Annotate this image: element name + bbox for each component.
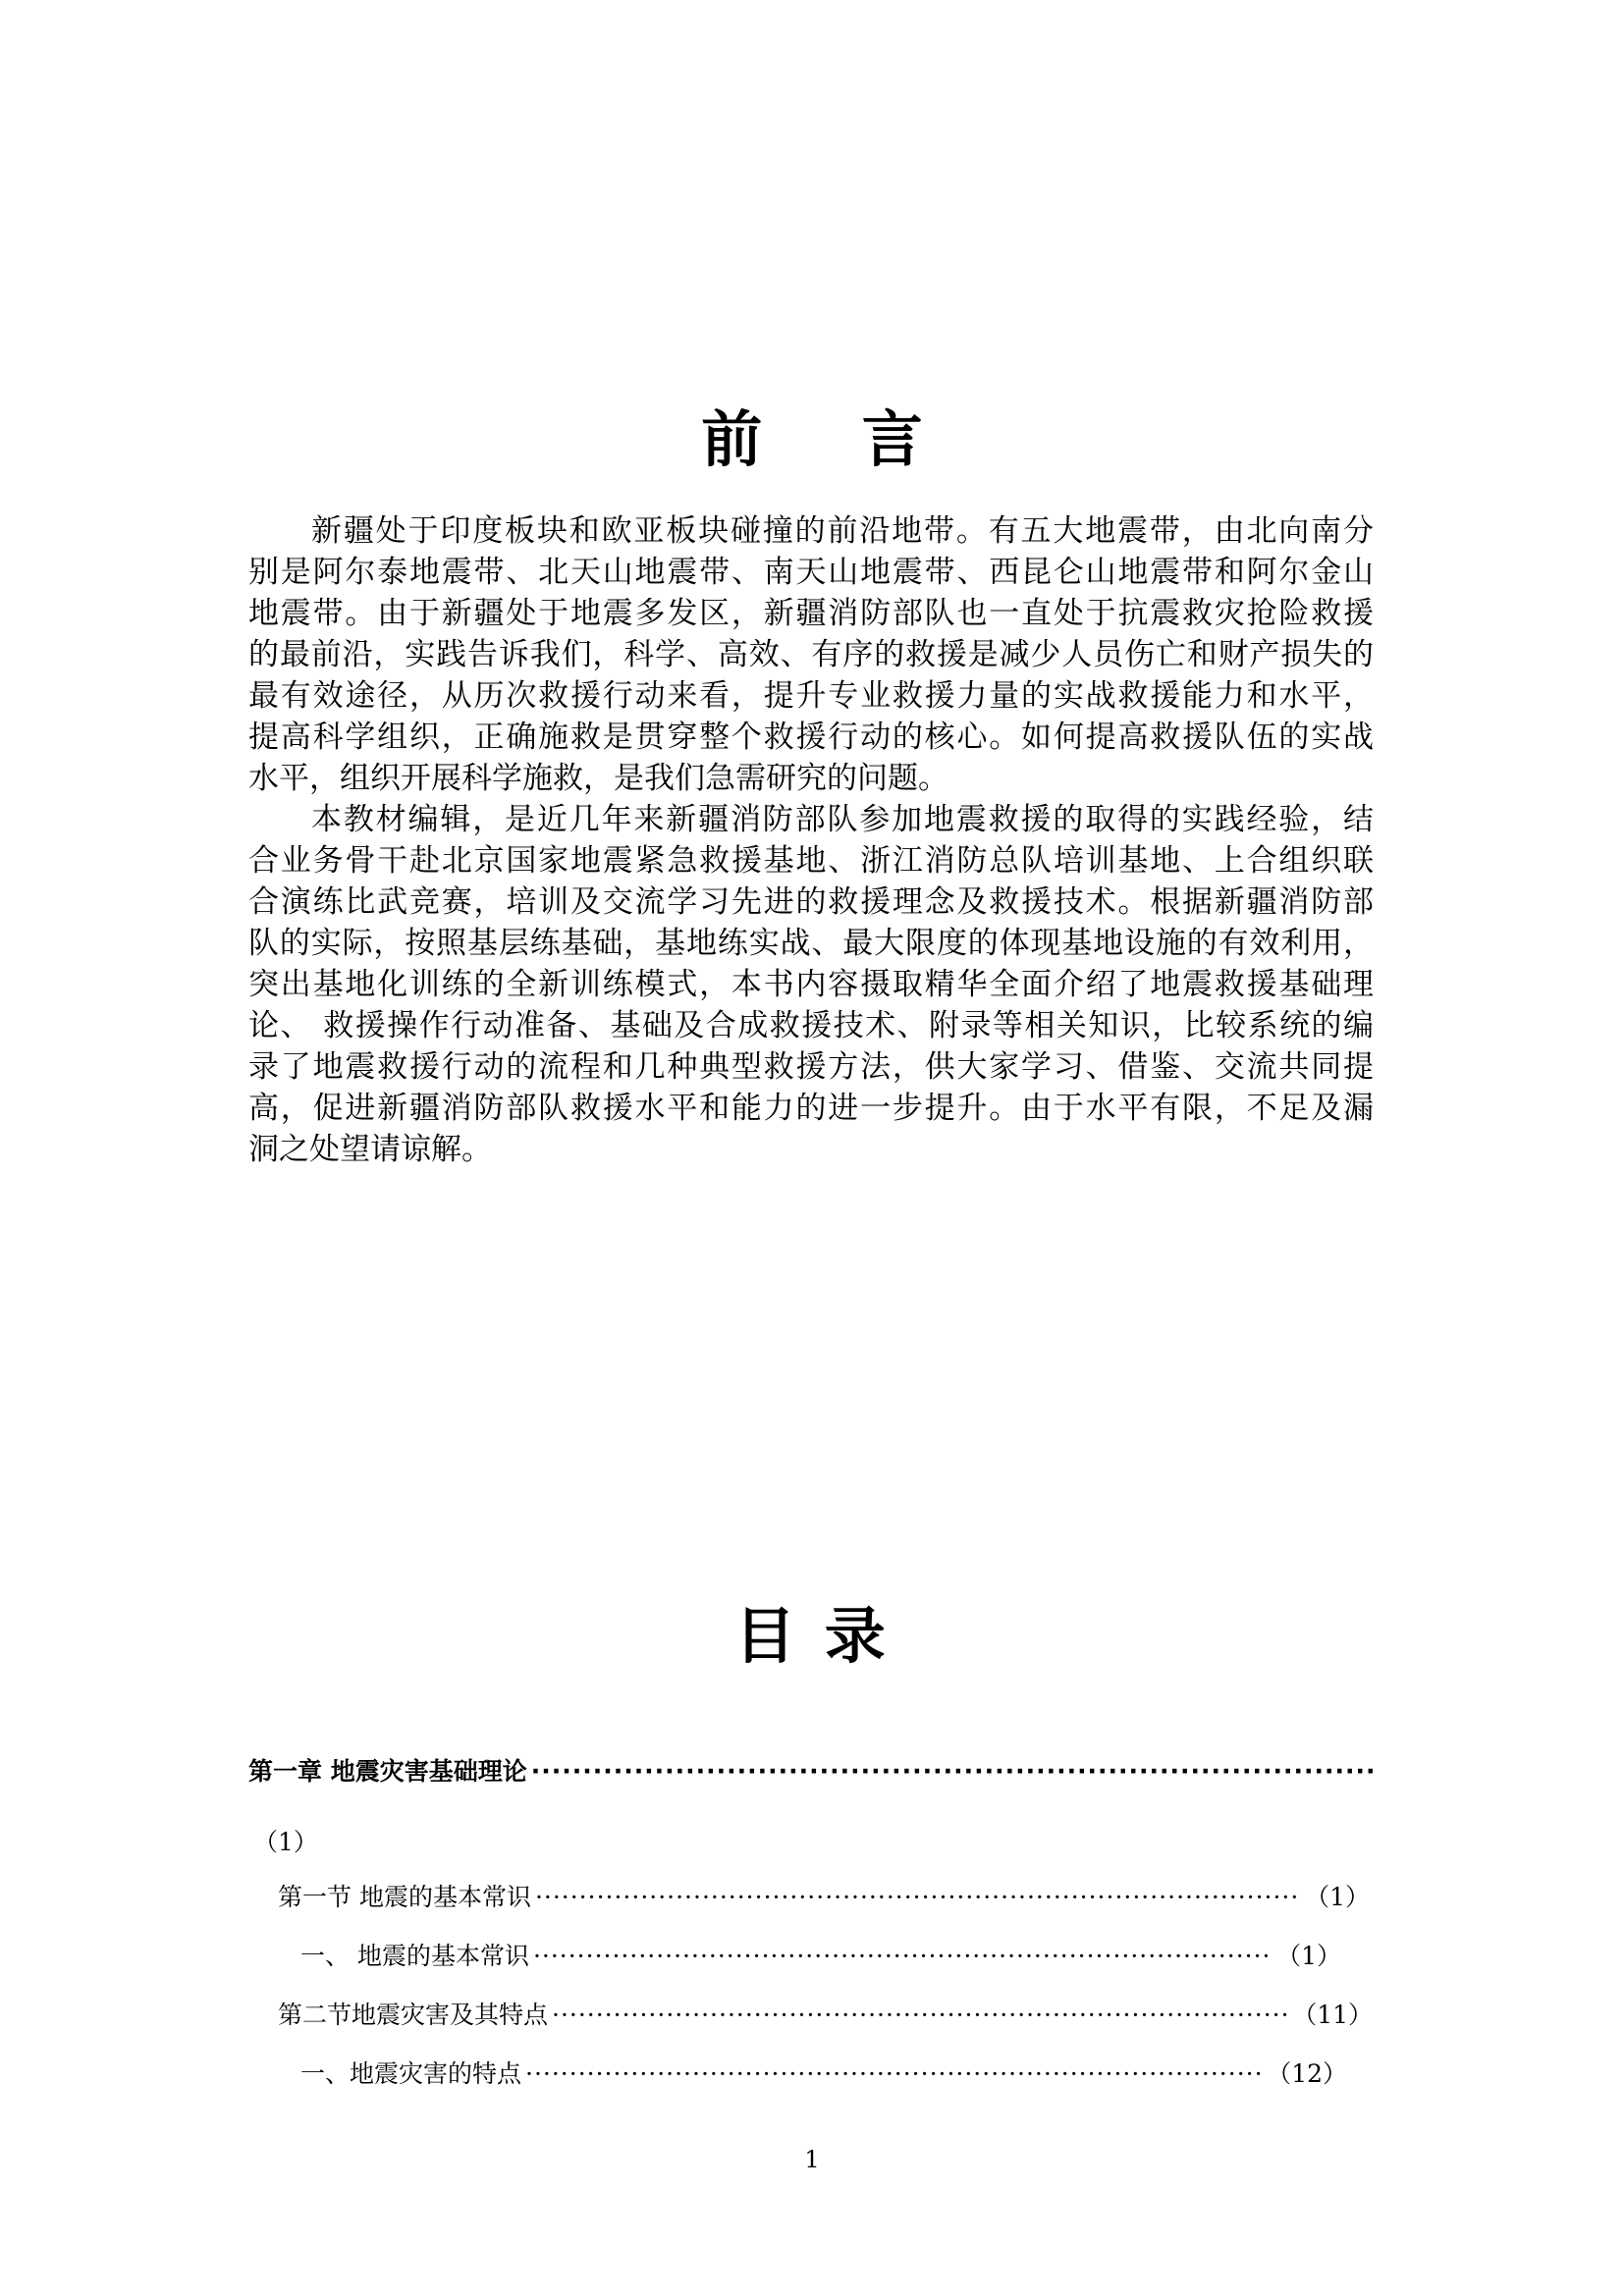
text-line: 合业务骨干赴北京国家地震紧急救援基地、浙江消防总队培训基地、上合组织联 xyxy=(248,843,1374,879)
text-line: 水平，组织开展科学施救，是我们急需研究的问题。 xyxy=(248,761,948,796)
toc-page: （1） xyxy=(253,1828,318,1856)
text-line: 地震带。由于新疆处于地震多发区，新疆消防部队也一直处于抗震救灾抢险救援 xyxy=(248,596,1374,631)
toc-label: 一、 地震的基本常识 xyxy=(300,1942,529,1970)
toc-entry-chapter-1[interactable] xyxy=(248,1752,1378,1791)
text-line: 高，促进新疆消防部队救援水平和能力的进一步提升。由于水平有限，不足及漏 xyxy=(248,1091,1374,1126)
toc-title: 目 录 xyxy=(734,1600,890,1672)
text-line: 别是阿尔泰地震带、北天山地震带、南天山地震带、西昆仑山地震带和阿尔金山 xyxy=(248,555,1374,590)
text-line: 录了地震救援行动的流程和几种典型救援方法，供大家学习、借鉴、交流共同提 xyxy=(248,1049,1374,1085)
toc-page: （1） xyxy=(1305,1883,1370,1911)
toc-leader xyxy=(525,2055,1263,2094)
toc-label: 第二节地震灾害及其特点 xyxy=(278,2001,549,2029)
toc-entry-item-2[interactable] xyxy=(300,2055,1347,2094)
text-line: 新疆处于印度板块和欧亚板块碰撞的前沿地带。有五大地震带，由北向南分 xyxy=(311,513,1374,549)
text-line: 洞之处望请谅解。 xyxy=(248,1132,492,1167)
toc-label: 一、地震灾害的特点 xyxy=(300,2059,522,2088)
toc-leader xyxy=(535,1878,1301,1917)
text-line: 突出基地化训练的全新训练模式，本书内容摄取精华全面介绍了地震救援基础理 xyxy=(248,967,1374,1002)
page-number: 1 xyxy=(804,2146,820,2173)
toc-leader xyxy=(552,1996,1288,2035)
toc-page: （1） xyxy=(1276,1942,1341,1970)
toc-entry-chapter-1-page[interactable] xyxy=(253,1823,318,1862)
toc-label: 第一章 地震灾害基础理论 xyxy=(248,1757,527,1786)
text-line: 本教材编辑，是近几年来新疆消防部队参加地震救援的取得的实践经验，结 xyxy=(311,802,1374,837)
toc-page: （12） xyxy=(1267,2059,1347,2088)
text-line: 合演练比武竞赛，培训及交流学习先进的救援理念及救援技术。根据新疆消防部 xyxy=(248,884,1374,920)
toc-leader xyxy=(533,1937,1272,1976)
preface-title: 前 言 xyxy=(701,403,962,475)
text-line: 队的实际，按照基层练基础，基地练实战、最大限度的体现基地设施的有效利用， xyxy=(248,926,1374,961)
toc-label: 第一节 地震的基本常识 xyxy=(278,1883,531,1911)
text-line: 最有效途径，从历次救援行动来看，提升专业救援力量的实战救援能力和水平， xyxy=(248,678,1374,714)
toc-entry-item-1[interactable] xyxy=(300,1937,1341,1976)
toc-page: （11） xyxy=(1292,2001,1373,2029)
text-line: 论、 救援操作行动准备、基础及合成救援技术、附录等相关知识，比较系统的编 xyxy=(248,1008,1374,1043)
toc-entry-section-1[interactable] xyxy=(278,1878,1370,1917)
toc-entry-section-2[interactable] xyxy=(278,1996,1373,2035)
text-line: 提高科学组织，正确施救是贯穿整个救援行动的核心。如何提高救援队伍的实战 xyxy=(248,720,1374,755)
toc-leader xyxy=(531,1752,1374,1791)
preface-body xyxy=(248,510,1374,1170)
text-line: 的最前沿，实践告诉我们，科学、高效、有序的救援是减少人员伤亡和财产损失的 xyxy=(248,637,1374,672)
